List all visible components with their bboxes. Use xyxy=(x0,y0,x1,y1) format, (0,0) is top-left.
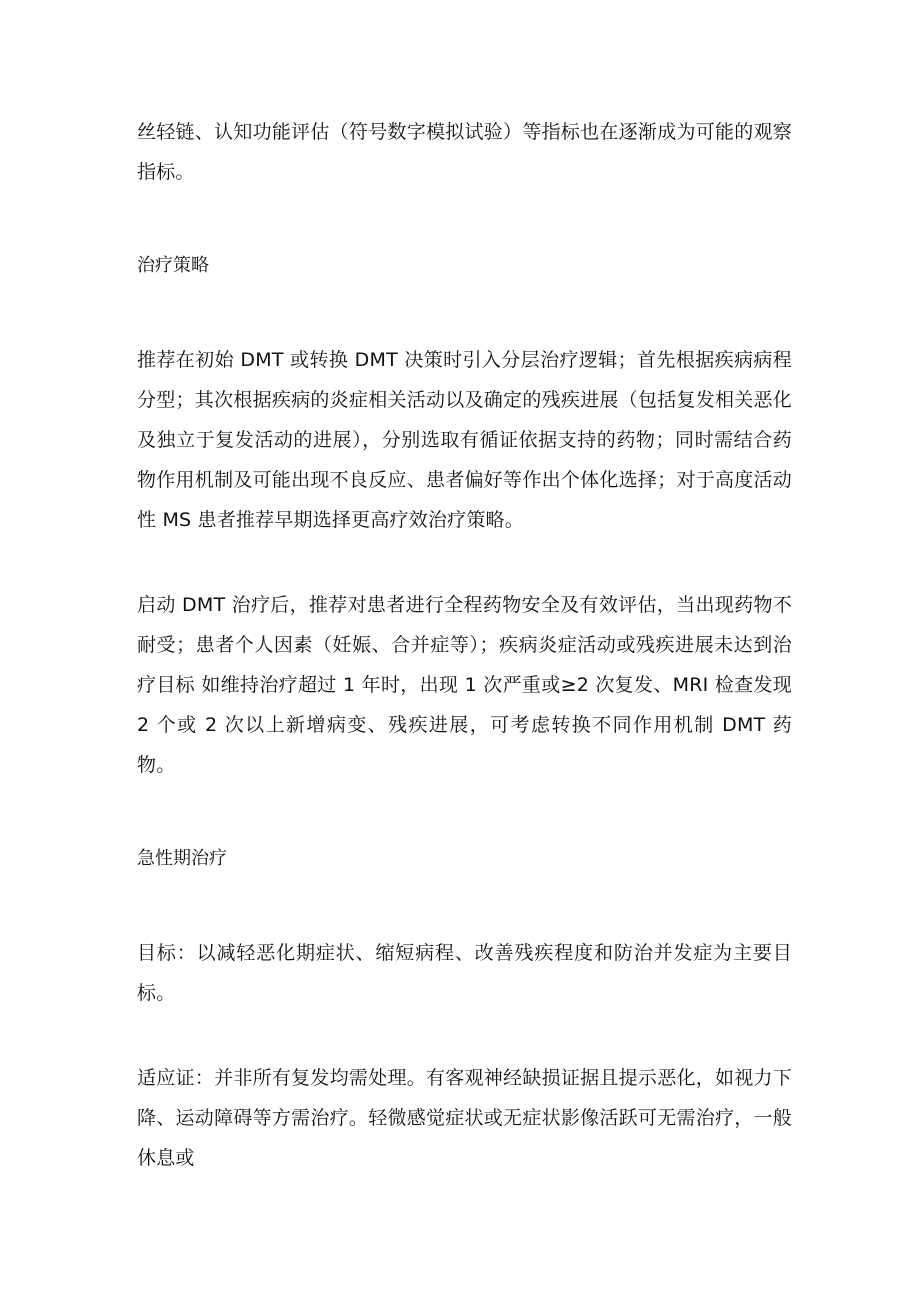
paragraph-stratified-treatment: 推荐在初始 DMT 或转换 DMT 决策时引入分层治疗逻辑；首先根据疾病病程分型；其次根据疾病的炎症相关活动以及确定的残疾进展（包括复发相关恶化及独立于复发活动的进展），分别选取有循证依据支持的药物；同时需结合药物作用机制及可能出现不良反应、患者偏好等作出个体化选择；对于高度活动性 MS 患者推荐早期选择更高疗效治疗策略。 xyxy=(137,349,792,531)
document-page xyxy=(137,112,792,1178)
heading-acute-treatment: 急性期治疗 xyxy=(137,848,227,869)
paragraph-acute-goal: 目标：以减轻恶化期症状、缩短病程、改善残疾程度和防治并发症为主要目标。 xyxy=(137,942,792,1004)
paragraph-biomarkers: 丝轻链、认知功能评估（符号数字模拟试验）等指标也在逐渐成为可能的观察指标。 xyxy=(137,121,792,183)
heading-treatment-strategy: 治疗策略 xyxy=(137,255,209,276)
paragraph-indications: 适应证：并非所有复发均需处理。有客观神经缺损证据且提示恶化，如视力下降、运动障碍等方需治疗。轻微感觉症状或无症状影像活跃可无需治疗，一般休息或 xyxy=(137,1067,792,1169)
paragraph-dmt-switch: 启动 DMT 治疗后，推荐对患者进行全程药物安全及有效评估，当出现药物不耐受；患者个人因素（妊娠、合并症等）；疾病炎症活动或残疾进展未达到治疗目标 如维持治疗超过 1 年时，出现 1 次严重或≥2 次复发、MRI 检查发现 2 个或 2 次以上新增病变、残疾进展，可考虑转换不同作用机制 DMT 药物。 xyxy=(137,594,792,776)
